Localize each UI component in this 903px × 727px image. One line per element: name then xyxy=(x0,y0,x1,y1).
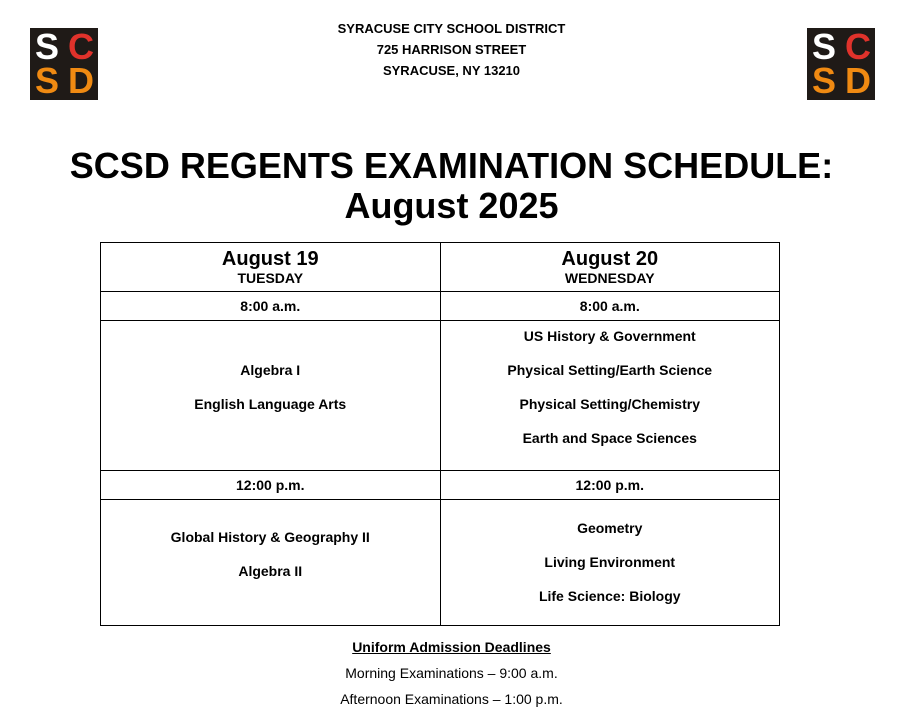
logo-letter: C xyxy=(68,26,94,67)
morning-exams-row xyxy=(101,321,780,471)
afternoon-exams-row xyxy=(101,500,780,626)
street-address: 725 HARRISON STREET xyxy=(376,42,527,57)
morning-time: 8:00 a.m. xyxy=(440,292,780,321)
schedule-table xyxy=(100,242,780,626)
exam-name: Global History & Geography II xyxy=(170,528,370,545)
title-line-2: August 2025 xyxy=(344,185,559,226)
afternoon-deadline: Afternoon Examinations – 1:00 p.m. xyxy=(340,691,563,707)
exam-name: Life Science: Biology xyxy=(538,588,681,604)
city-state-zip: SYRACUSE, NY 13210 xyxy=(382,63,521,78)
afternoon-exams-cell xyxy=(101,500,441,626)
day-weekday: WEDNESDAY xyxy=(564,270,655,286)
logo-letter: S xyxy=(811,26,836,67)
afternoon-exams-cell xyxy=(440,500,780,626)
morning-time: 8:00 a.m. xyxy=(101,292,441,321)
morning-time-row xyxy=(101,292,780,321)
morning-deadline: Morning Examinations – 9:00 a.m. xyxy=(345,665,558,681)
logo-letter: C xyxy=(845,26,871,67)
logo-letter: D xyxy=(845,60,871,101)
logo-letter: S xyxy=(34,26,59,67)
page-title xyxy=(0,146,903,226)
exam-name: Geometry xyxy=(577,520,643,536)
exam-name: Physical Setting/Earth Science xyxy=(507,361,713,378)
exam-name: English Language Arts xyxy=(194,395,347,412)
morning-exams-cell xyxy=(440,321,780,471)
logo-letter: D xyxy=(68,60,94,101)
deadlines-heading: Uniform Admission Deadlines xyxy=(352,639,551,655)
district-address xyxy=(0,18,903,81)
exam-name: Physical Setting/Chemistry xyxy=(519,395,700,412)
exam-name: Algebra II xyxy=(238,562,303,579)
title-line-1: SCSD REGENTS EXAMINATION SCHEDULE: xyxy=(69,145,834,186)
day-header-row xyxy=(101,243,780,292)
day-weekday: TUESDAY xyxy=(237,270,304,286)
exam-name: Living Environment xyxy=(544,554,676,570)
logo-letter: S xyxy=(811,60,836,101)
day-header-cell xyxy=(440,243,780,292)
afternoon-time-row xyxy=(101,471,780,500)
logo-letter: S xyxy=(34,60,59,101)
afternoon-time: 12:00 p.m. xyxy=(101,471,441,500)
afternoon-time: 12:00 p.m. xyxy=(440,471,780,500)
exam-name: Earth and Space Sciences xyxy=(522,429,697,446)
district-name: SYRACUSE CITY SCHOOL DISTRICT xyxy=(337,21,566,36)
morning-exams-cell xyxy=(101,321,441,471)
day-date: August 19 xyxy=(221,248,319,270)
exam-name: Algebra I xyxy=(240,361,301,378)
admission-deadlines xyxy=(0,638,903,708)
scsd-logo xyxy=(807,28,875,100)
day-date: August 20 xyxy=(561,248,659,270)
exam-name: US History & Government xyxy=(523,327,696,344)
day-header-cell xyxy=(101,243,441,292)
